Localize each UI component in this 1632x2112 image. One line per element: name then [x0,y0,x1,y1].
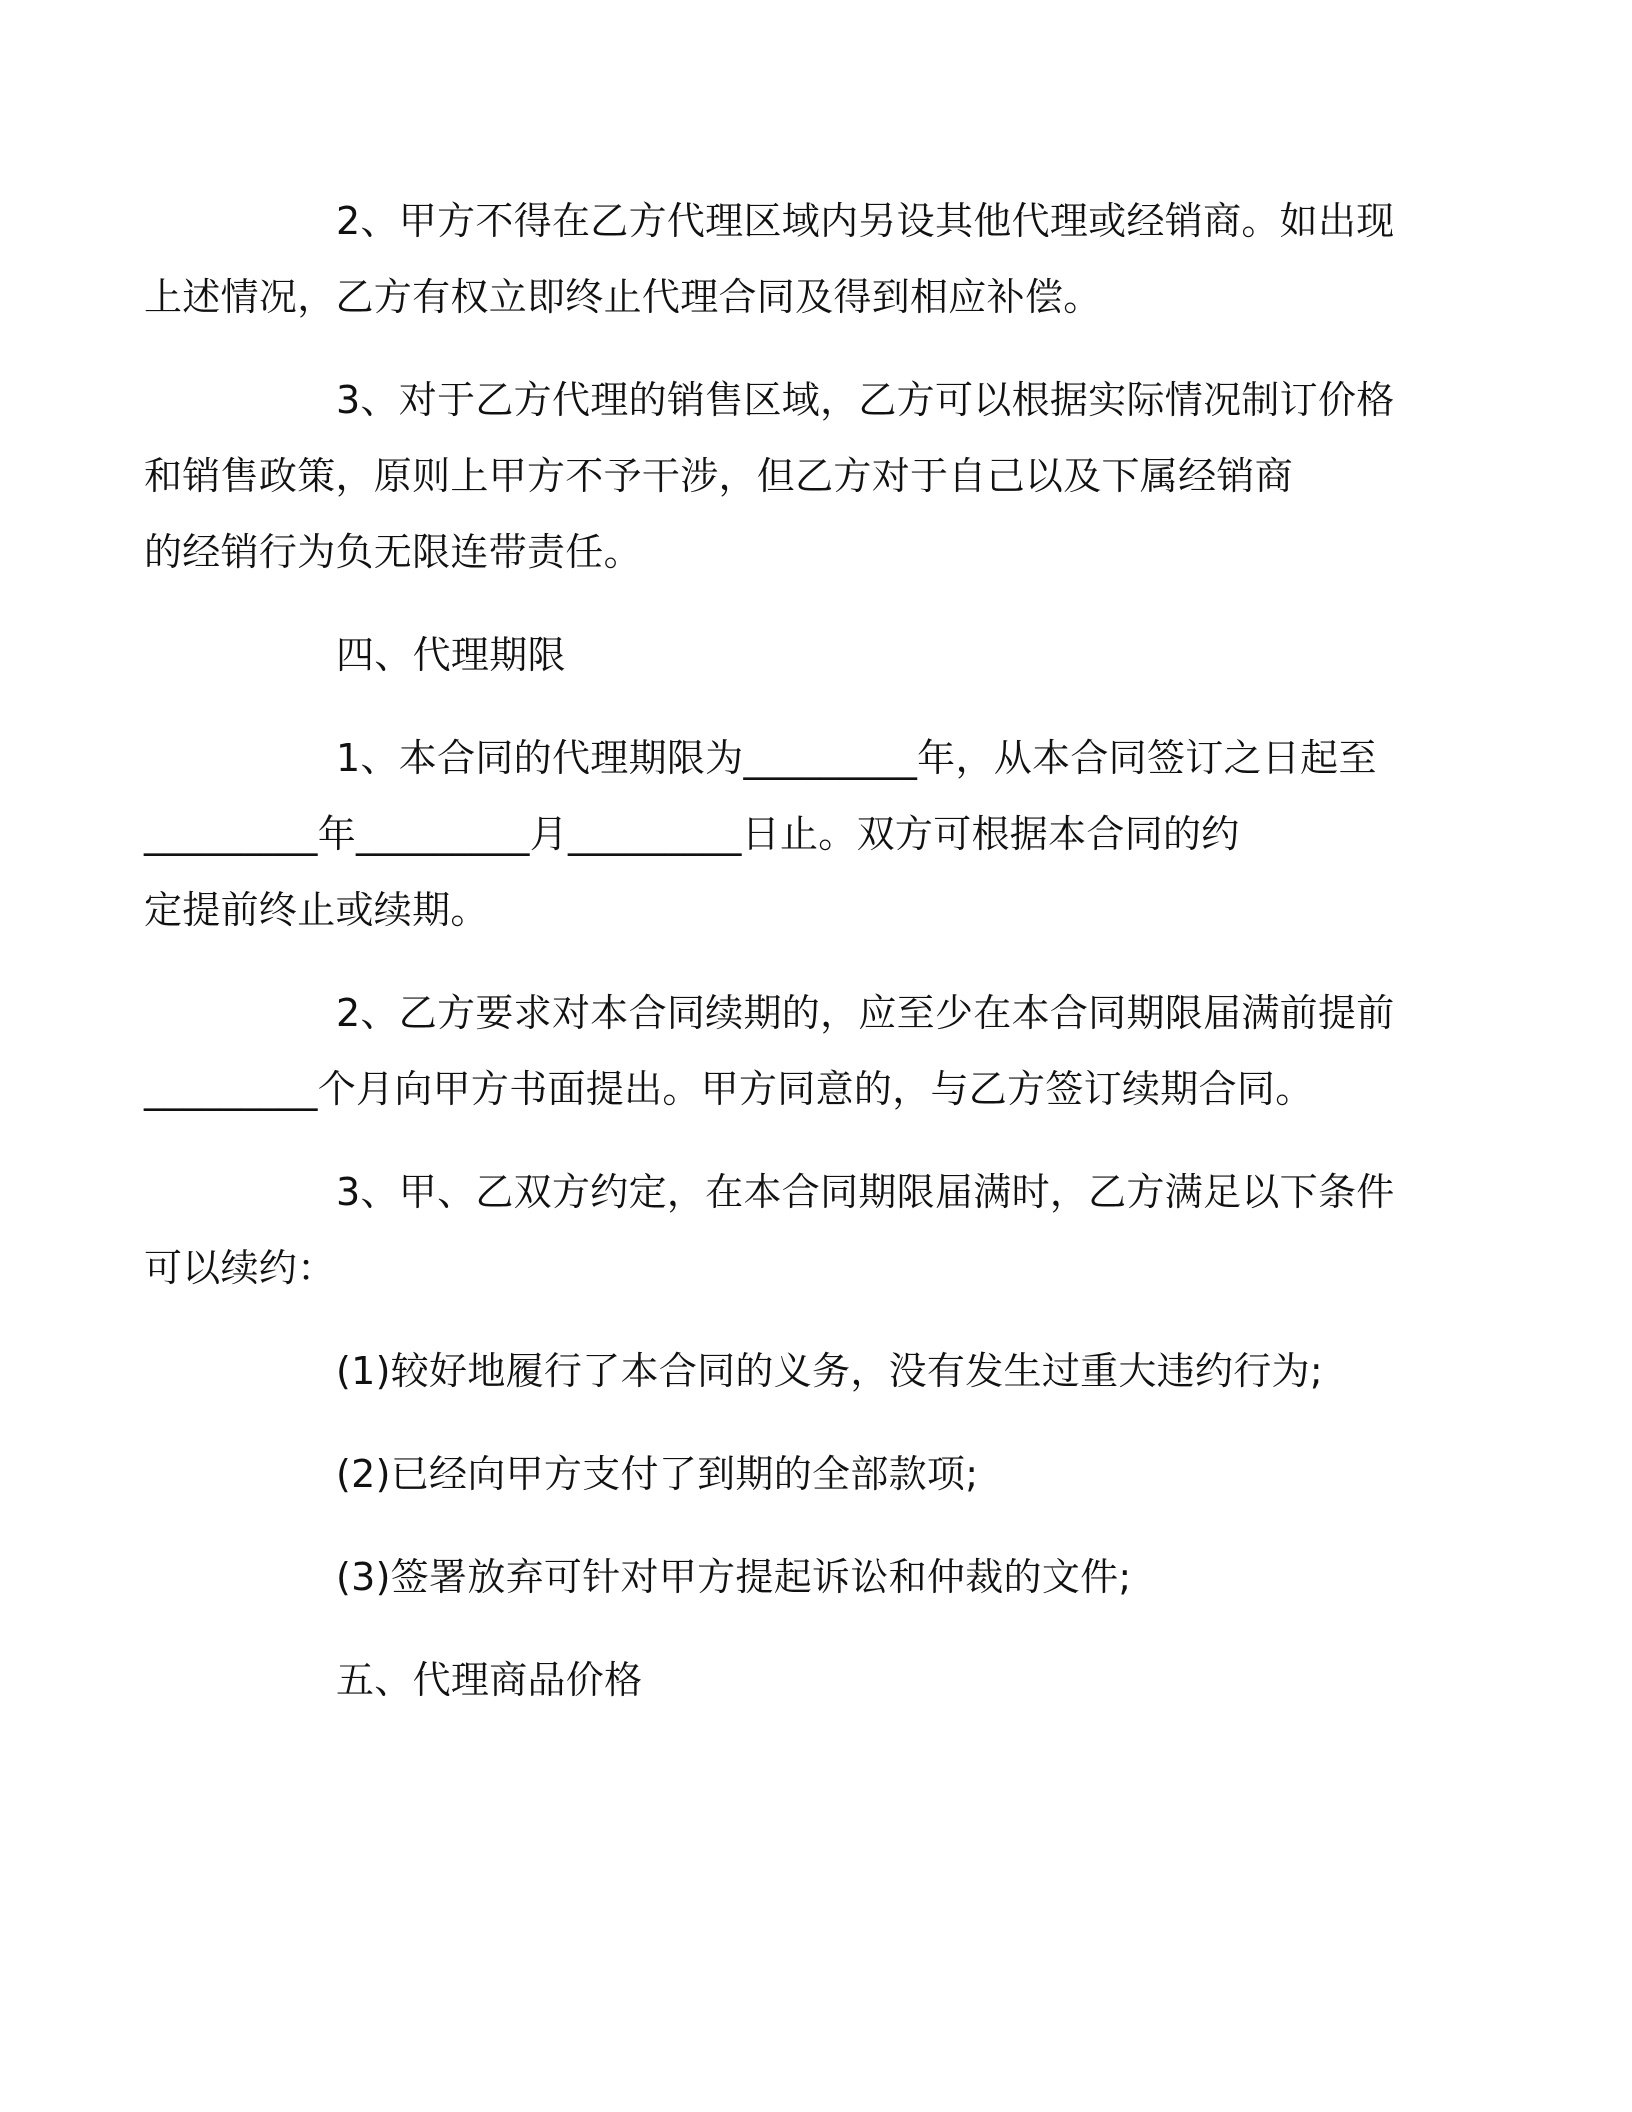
text-line: _________年_________月_________日止。双方可根据本合同的约 [144,812,1240,856]
paragraph-clause-2 [144,183,1395,335]
text-line: 3、甲、乙双方约定，在本合同期限届满时，乙方满足以下条件 [336,1170,1395,1214]
paragraph-term-1 [144,720,1380,948]
document-body [144,183,1395,1745]
text-line: 和销售政策，原则上甲方不予干涉，但乙方对于自己以及下属经销商 [144,454,1294,498]
section-heading-4 [240,617,1380,693]
text-line: 3、对于乙方代理的销售区域，乙方可以根据实际情况制订价格 [336,378,1395,422]
section-heading-text: 五、代理商品价格 [336,1658,643,1702]
condition-item-2 [240,1436,1380,1512]
paragraph-term-3 [144,1154,1395,1306]
text-line: 上述情况，乙方有权立即终止代理合同及得到相应补偿。 [144,275,1102,319]
text-line: 定提前终止或续期。 [144,888,489,932]
condition-text: (1)较好地履行了本合同的义务，没有发生过重大违约行为; [336,1349,1324,1393]
section-heading-text: 四、代理期限 [336,633,566,677]
paragraph-term-2 [144,975,1395,1127]
text-line: _________个月向甲方书面提出。甲方同意的，与乙方签订续期合同。 [144,1067,1314,1111]
condition-item-1 [240,1333,1380,1409]
condition-text: (3)签署放弃可针对甲方提起诉讼和仲裁的文件; [336,1555,1132,1599]
condition-text: (2)已经向甲方支付了到期的全部款项; [336,1452,979,1496]
paragraph-clause-3 [144,362,1395,590]
text-line: 可以续约： [144,1246,336,1290]
section-heading-5 [240,1642,1380,1718]
text-line: 的经销行为负无限连带责任。 [144,530,642,574]
condition-item-3 [240,1539,1380,1615]
text-line: 1、本合同的代理期限为_________年，从本合同签订之日起至 [336,736,1377,780]
text-line: 2、甲方不得在乙方代理区域内另设其他代理或经销商。如出现 [336,199,1395,243]
text-line: 2、乙方要求对本合同续期的，应至少在本合同期限届满前提前 [336,991,1395,1035]
